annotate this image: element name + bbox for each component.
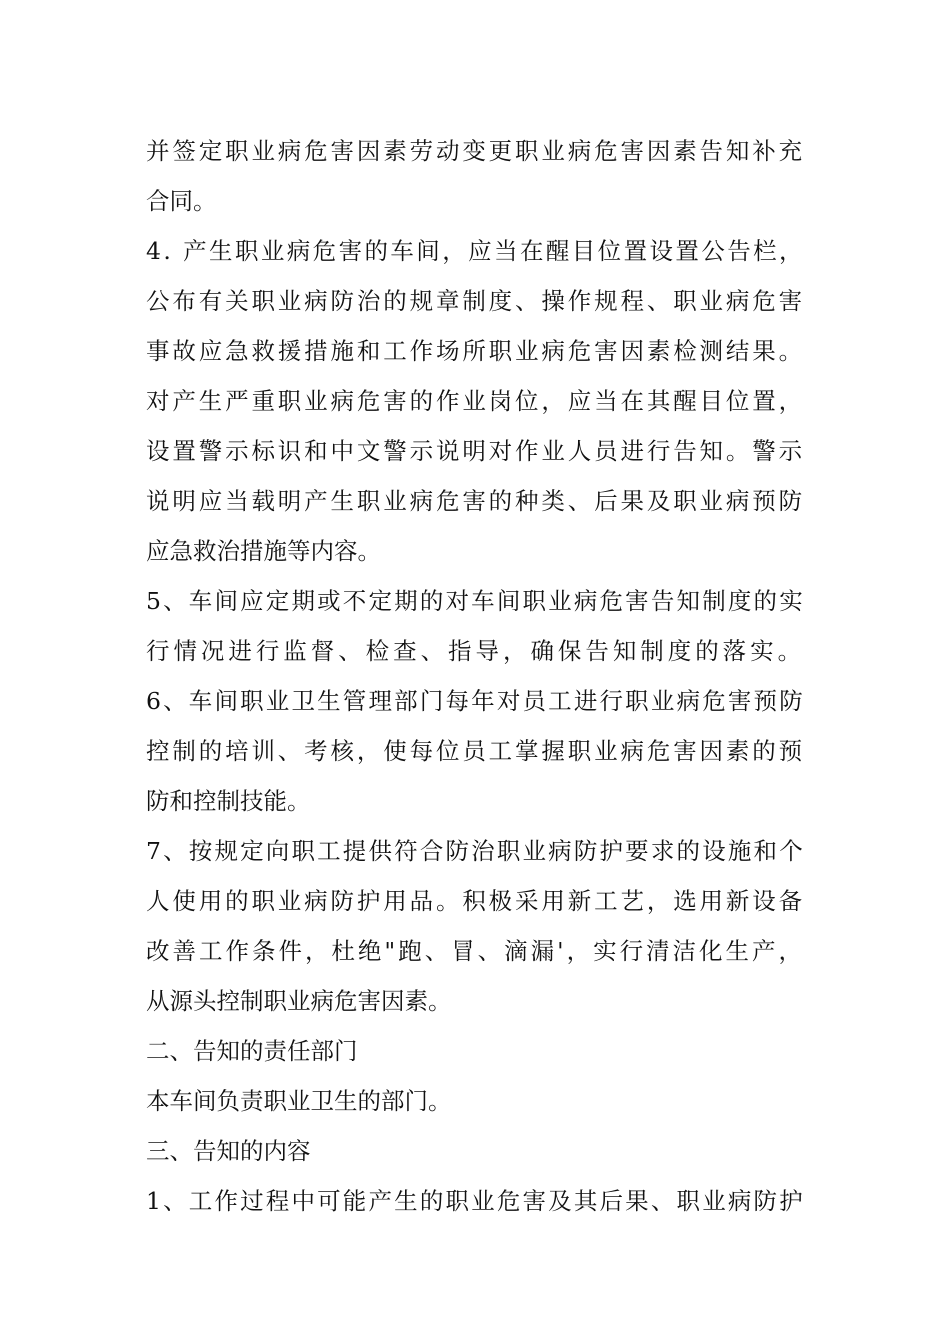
- text-line: 1、工作过程中可能产生的职业危害及其后果、职业病防护: [146, 1187, 805, 1215]
- text-line: 从源头控制职业病危害因素。: [146, 987, 452, 1015]
- text-line: 对产生严重职业病危害的作业岗位，应当在其醒目位置，: [146, 387, 805, 415]
- text-line: 7、按规定向职工提供符合防治职业病防护要求的设施和个: [146, 837, 805, 865]
- section-heading: 三、告知的内容: [146, 1137, 311, 1165]
- text-line: 行情况进行监督、检查、指导，确保告知制度的落实。: [146, 637, 806, 665]
- text-line: 5、车间应定期或不定期的对车间职业病危害告知制度的实: [146, 587, 805, 615]
- section-heading: 二、告知的责任部门: [146, 1037, 358, 1065]
- text-line: 公布有关职业病防治的规章制度、操作规程、职业病危害: [146, 287, 805, 315]
- text-line: 防和控制技能。: [146, 787, 311, 815]
- text-line: 人使用的职业病防护用品。积极采用新工艺，选用新设备: [146, 887, 805, 915]
- text-line: 4. 产生职业病危害的车间，应当在醒目位置设置公告栏，: [146, 237, 805, 265]
- text-line: 改善工作条件，杜绝"跑、冒、滴漏'，实行清洁化生产，: [146, 937, 806, 965]
- text-line: 6、车间职业卫生管理部门每年对员工进行职业病危害预防: [146, 687, 805, 715]
- text-line: 说明应当载明产生职业病危害的种类、后果及职业病预防: [146, 487, 805, 515]
- text-line: 事故应急救援措施和工作场所职业病危害因素检测结果。: [146, 337, 805, 365]
- text-line: 设置警示标识和中文警示说明对作业人员进行告知。警示: [146, 437, 805, 465]
- text-line: 控制的培训、考核，使每位员工掌握职业病危害因素的预: [146, 737, 805, 765]
- text-line: 并签定职业病危害因素劳动变更职业病危害因素告知补充: [146, 137, 805, 165]
- text-line: 合同。: [146, 187, 217, 215]
- text-line: 应急救治措施等内容。: [146, 537, 381, 565]
- text-line: 本车间负责职业卫生的部门。: [146, 1087, 452, 1115]
